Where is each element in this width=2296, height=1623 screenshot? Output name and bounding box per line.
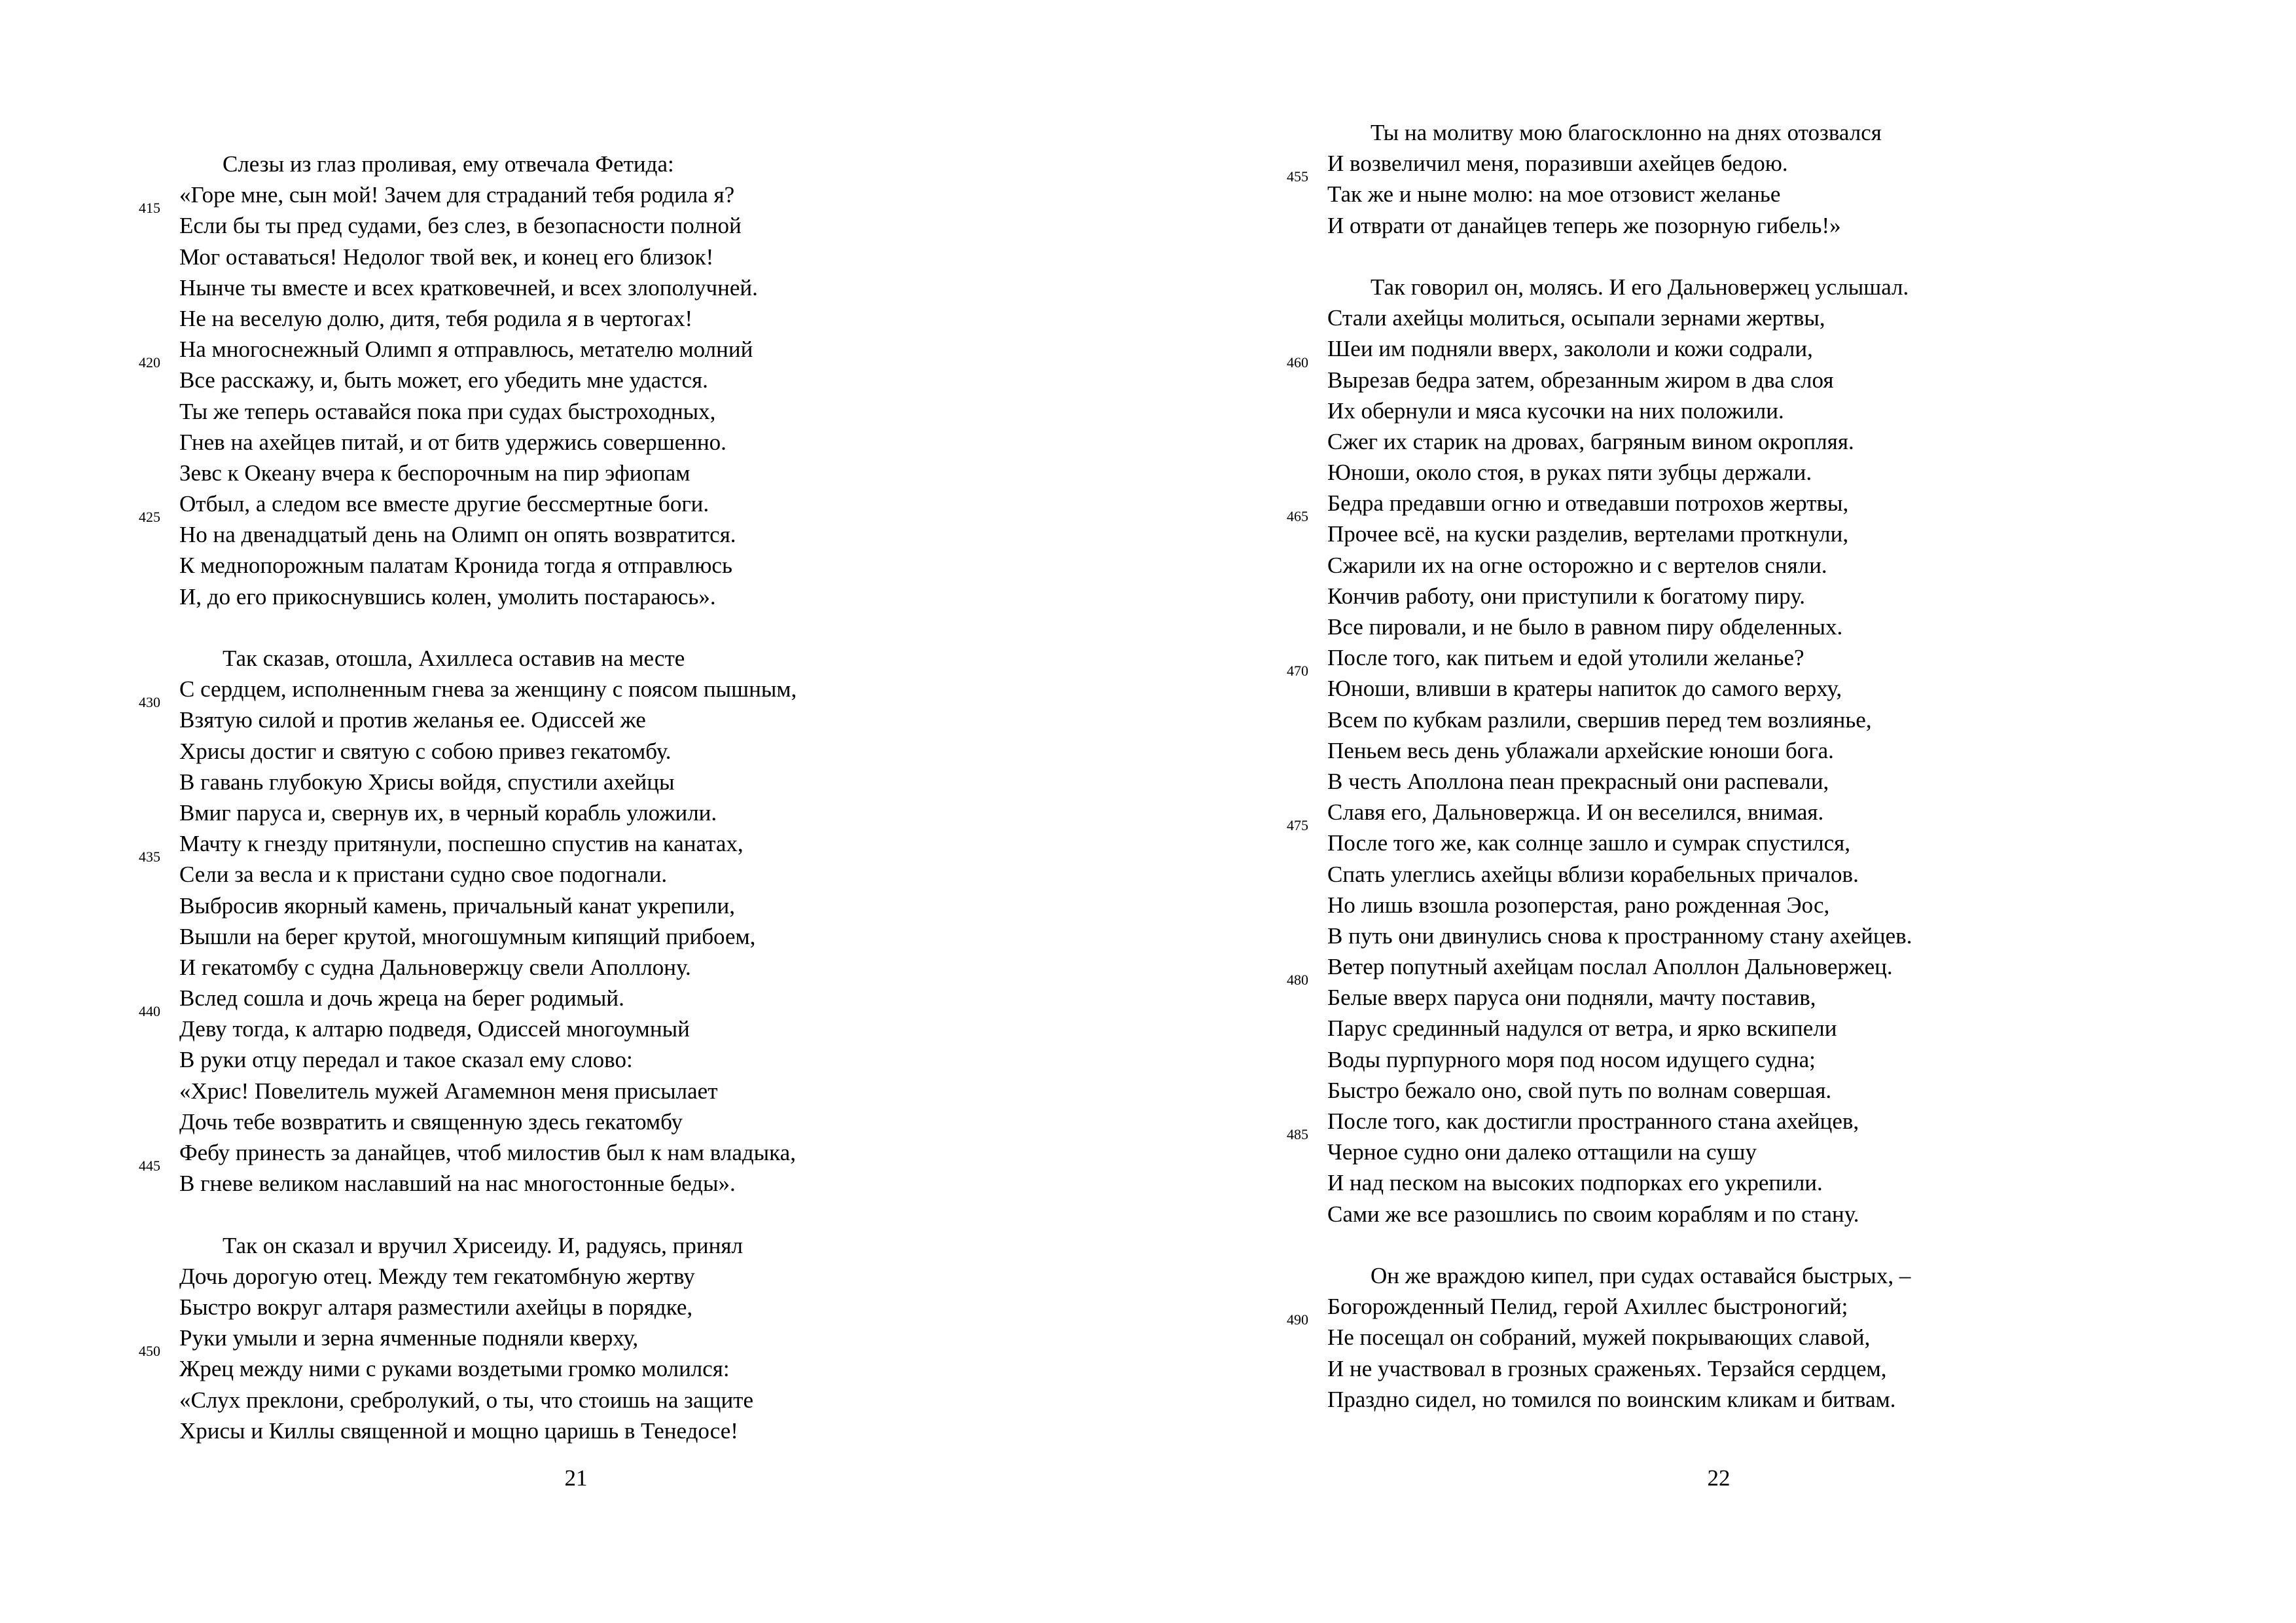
verse-line (1327, 148, 1912, 179)
verse-text: Дочь дорогую отец. Между тем гекатомбную жертву (179, 1263, 695, 1289)
verse-line (179, 179, 797, 210)
poem-text (139, 149, 797, 1446)
verse-line (1327, 766, 1912, 797)
verse-line (1327, 1044, 1912, 1075)
verse-line (179, 488, 797, 519)
poem-text (1287, 117, 1912, 1415)
verse-text: Всем по кубкам разлили, свершив перед тем возлиянье, (1327, 706, 1872, 733)
verse-text: Сжарили их на огне осторожно и с вертелов сняли. (1327, 552, 1827, 578)
verse-text: Деву тогда, к алтарю подведя, Одиссей многоумный (179, 1016, 690, 1042)
verse-text: На многоснежный Олимп я отправлюсь, метателю молний (179, 337, 753, 363)
line-number: 415 (139, 200, 160, 217)
verse-line (179, 1385, 797, 1415)
verse-line (1327, 395, 1912, 426)
verse-text: Славя его, Дальновержца. И он веселился, внимая. (1327, 799, 1824, 826)
right-page (1148, 0, 2296, 1623)
verse-line (1327, 1353, 1912, 1384)
verse-text: Юноши, вливши в кратеры напиток до самого верху, (1327, 676, 1842, 702)
verse-text: Сами же все разошлись по своим кораблям и по стану. (1327, 1201, 1859, 1227)
verse-line (1327, 1384, 1912, 1415)
verse-text: В гавань глубокую Хрисы войдя, спустили ахейцы (179, 769, 675, 795)
line-number: 460 (1287, 354, 1308, 371)
verse-text: Кончив работу, они приступили к богатому пиру. (1327, 583, 1805, 609)
verse-text: Хрисы достиг и святую с собою привез гекатомбу. (179, 738, 672, 764)
verse-line (1327, 611, 1912, 642)
verse-line (179, 643, 797, 674)
stanza-break (1327, 1230, 1912, 1260)
verse-line (1327, 1199, 1912, 1230)
verse-line (1327, 488, 1912, 519)
verse-line (1327, 1291, 1912, 1322)
verse-line (139, 1003, 797, 1044)
verse-text: Зевс к Океану вчера к беспорочным на пир эфиопам (179, 460, 691, 486)
verse-text: Не на веселую долю, дитя, тебя родила я в чертогах! (179, 305, 693, 331)
line-number: 480 (1287, 972, 1308, 989)
verse-text: Взятую силой и против желанья ее. Одиссей же (179, 707, 646, 733)
line-number: 440 (139, 1003, 160, 1020)
verse-line (179, 1322, 797, 1353)
verse-line (1287, 1311, 1912, 1353)
line-number: 470 (1287, 663, 1308, 680)
line-number: 465 (1287, 508, 1308, 525)
verse-text: Так он сказал и вручил Хрисеиду. И, радуясь, принял (223, 1232, 743, 1258)
verse-text: Мог оставаться! Недолог твой век, и конец его близок! (179, 244, 714, 270)
line-number: 450 (139, 1343, 160, 1360)
verse-text: Так говорил он, молясь. И его Дальновержец услышал. (1371, 274, 1909, 300)
verse-line (1287, 817, 1912, 858)
verse-text: «Слух преклони, сребролукий, о ты, что стоишь на защите (179, 1387, 753, 1413)
verse-line (1327, 859, 1912, 890)
stanza-break (179, 1199, 797, 1230)
verse-text: Вслед сошла и дочь жреца на берег родимый. (179, 985, 624, 1012)
verse-line (179, 272, 797, 303)
verse-text: Гнев на ахейцев питай, и от битв удержись совершенно. (179, 429, 726, 455)
verse-line (139, 200, 797, 241)
verse-line (1327, 550, 1912, 581)
verse-line (1327, 704, 1912, 735)
verse-text: Вышли на берег крутой, многошумным кипящий прибоем, (179, 923, 756, 949)
verse-line (1327, 890, 1912, 921)
verse-line (179, 952, 797, 983)
line-number: 445 (139, 1158, 160, 1175)
verse-text: Быстро бежало оно, свой путь по волнам совершая. (1327, 1077, 1832, 1103)
line-number: 490 (1287, 1311, 1308, 1328)
verse-text: Стали ахейцы молиться, осыпали зернами жертвы, (1327, 305, 1825, 331)
verse-text: После того же, как солнце зашло и сумрак спустился, (1327, 830, 1851, 856)
verse-line (1327, 333, 1912, 364)
verse-line (1327, 1260, 1912, 1291)
verse-text: Так же и ныне молю: на мое отзовист желанье (1327, 181, 1781, 208)
verse-text: В гневе великом наславший на нас многостонные беды». (179, 1171, 736, 1197)
verse-text: Быстро вокруг алтаря разместили ахейцы в порядке, (179, 1294, 693, 1320)
verse-text: В руки отцу передал и такое сказал ему слово: (179, 1047, 633, 1073)
stanza-break (179, 612, 797, 643)
verse-line (1327, 426, 1912, 457)
verse-text: Все расскажу, и, быть может, его убедить мне удастся. (179, 367, 708, 393)
verse-line (179, 828, 797, 859)
verse-line (1287, 1126, 1912, 1167)
verse-text: И отврати от данайцев теперь же позорную гибель!» (1327, 212, 1841, 238)
verse-text: Воды пурпурного моря под носом идущего судна; (1327, 1046, 1816, 1072)
verse-line (179, 334, 797, 365)
verse-line (139, 354, 797, 395)
verse-line (1327, 1013, 1912, 1044)
verse-text: Но лишь взошла розоперстая, рано рожденная Эос, (1327, 892, 1830, 918)
verse-text: Дочь тебе возвратить и священную здесь гекатомбу (179, 1108, 683, 1135)
verse-text: В путь они двинулись снова к пространному стану ахейцев. (1327, 922, 1912, 949)
verse-line (179, 427, 797, 458)
verse-line (179, 767, 797, 797)
verse-line (179, 1230, 797, 1261)
verse-line (139, 1343, 797, 1384)
verse-line (1327, 210, 1912, 241)
verse-text: Не посещал он собраний, мужей покрывающих славой, (1327, 1324, 1871, 1351)
line-number: 485 (1287, 1126, 1308, 1143)
verse-text: Так сказав, отошла, Ахиллеса оставив на месте (223, 646, 685, 671)
verse-line (1287, 354, 1912, 395)
verse-text: Сжег их старик на дровах, багряным вином окропляя. (1327, 428, 1854, 454)
verse-line (179, 1137, 797, 1168)
verse-text: Их обернули и мяса кусочки на них положили. (1327, 397, 1784, 424)
verse-line (179, 1261, 797, 1292)
verse-line (179, 550, 797, 581)
verse-text: К меднопорожным палатам Кронида тогда я отправлюсь (179, 553, 732, 579)
verse-text: И гекатомбу с судна Дальновержцу свели Аполлону. (179, 954, 691, 980)
verse-line (179, 1044, 797, 1075)
verse-line (1287, 972, 1912, 1013)
verse-text: Мачту к гнезду притянули, поспешно спустив на канатах, (179, 831, 744, 857)
line-number: 435 (139, 848, 160, 866)
verse-text: Жрец между ними с руками воздетыми громко молился: (179, 1356, 730, 1382)
verse-text: И не участвовал в грозных сраженьях. Терзайся сердцем, (1327, 1355, 1887, 1381)
page-number: 22 (1707, 1465, 1731, 1491)
verse-text: Прочее всё, на куски разделив, вертелами проткнули, (1327, 521, 1849, 547)
verse-text: Отбыл, а следом все вместе другие бессмертные боги. (179, 491, 709, 517)
verse-text: Белые вверх паруса они подняли, мачту поставив, (1327, 985, 1816, 1011)
verse-text: Выбросив якорный камень, причальный канат укрепили, (179, 892, 735, 919)
verse-line (179, 1076, 797, 1106)
verse-text: И, до его прикоснувшись колен, умолить постараюсь». (179, 583, 716, 610)
verse-line (179, 674, 797, 704)
verse-line (1327, 302, 1912, 333)
verse-line (179, 890, 797, 921)
line-number: 425 (139, 509, 160, 526)
verse-line (139, 694, 797, 735)
verse-line (179, 983, 797, 1013)
verse-text: Если бы ты пред судами, без слез, в безопасности полной (179, 213, 742, 239)
verse-text: После того, как питьем и едой утолили желанье? (1327, 645, 1804, 671)
verse-line (1287, 663, 1912, 704)
verse-line (1327, 272, 1912, 302)
verse-line (1327, 1075, 1912, 1106)
verse-line (139, 509, 797, 550)
verse-line (179, 149, 797, 179)
verse-line (1287, 168, 1912, 210)
line-number: 430 (139, 694, 160, 711)
verse-text: С сердцем, исполненным гнева за женщину с поясом пышным, (179, 676, 797, 702)
verse-line (1327, 951, 1912, 982)
verse-line (179, 396, 797, 427)
verse-text: Богорожденный Пелид, герой Ахиллес быстроногий; (1327, 1294, 1848, 1320)
verse-line (1327, 735, 1912, 766)
verse-text: Пеньем весь день ублажали архейские юноши бога. (1327, 737, 1834, 763)
line-number: 475 (1287, 817, 1308, 834)
verse-text: Сели за весла и к пристани судно свое подогнали. (179, 862, 668, 888)
verse-text: Хрисы и Киллы священной и мощно царишь в Тенедосе! (179, 1417, 738, 1444)
verse-line (179, 921, 797, 952)
verse-text: Праздно сидел, но томился по воинским кликам и битвам. (1327, 1386, 1896, 1412)
verse-line (1327, 921, 1912, 951)
verse-text: Шеи им подняли вверх, закололи и кожи содрали, (1327, 336, 1813, 362)
verse-text: Руки умыли и зерна ячменные подняли кверху, (179, 1325, 639, 1351)
verse-line (1327, 117, 1912, 148)
verse-text: Ветер попутный ахейцам послал Аполлон Дальновержец. (1327, 954, 1893, 980)
verse-line (179, 1106, 797, 1137)
verse-text: Все пировали, и не было в равном пиру обделенных. (1327, 614, 1843, 640)
verse-line (139, 1158, 797, 1199)
line-number: 455 (1287, 168, 1308, 185)
verse-line (179, 797, 797, 828)
verse-text: Но на двенадцатый день на Олимп он опять возвратится. (179, 522, 736, 548)
verse-line (179, 458, 797, 488)
verse-text: Бедра предавши огню и отведавши потрохов жертвы, (1327, 490, 1849, 517)
verse-text: Он же враждою кипел, при судах оставайся быстрых, – (1371, 1262, 1911, 1288)
verse-text: И возвеличил меня, поразивши ахейцев бедою. (1327, 151, 1788, 177)
verse-text: Вырезав бедра затем, обрезанным жиром в два слоя (1327, 367, 1834, 393)
verse-line (1287, 508, 1912, 549)
verse-line (179, 1292, 797, 1322)
verse-line (179, 581, 797, 612)
verse-line (1327, 797, 1912, 828)
verse-text: Черное судно они далеко оттащили на сушу (1327, 1139, 1757, 1165)
verse-text: Спать улеглись ахейцы вблизи корабельных причалов. (1327, 861, 1859, 887)
verse-text: Слезы из глаз проливая, ему отвечала Фетида: (223, 151, 674, 177)
verse-line (179, 303, 797, 334)
stanza-break (1327, 241, 1912, 272)
verse-text: Вмиг паруса и, свернув их, в черный корабль уложили. (179, 799, 717, 826)
verse-text: Ты на молитву мою благосклонно на днях отозвался (1371, 120, 1882, 145)
verse-line (1327, 642, 1912, 673)
verse-line (1327, 581, 1912, 611)
verse-text: И над песком на высоких подпорках его укрепили. (1327, 1170, 1823, 1196)
verse-line (1327, 1106, 1912, 1137)
verse-text: Фебу принесть за данайцев, чтоб милостив был к нам владыка, (179, 1140, 796, 1165)
verse-line (179, 736, 797, 767)
verse-text: Нынче ты вместе и всех кратковечней, и всех злополучней. (179, 274, 758, 301)
verse-text: В честь Аполлона пеан прекрасный они распевали, (1327, 768, 1829, 794)
verse-line (179, 1415, 797, 1446)
verse-text: Юноши, около стоя, в руках пяти зубцы держали. (1327, 460, 1812, 486)
verse-text: «Горе мне, сын мой! Зачем для страданий тебя родила я? (179, 182, 735, 208)
verse-text: Парус срединный надулся от ветра, и ярко вскипели (1327, 1015, 1837, 1042)
verse-line (1327, 457, 1912, 488)
verse-line (179, 242, 797, 272)
verse-text: Ты же теперь оставайся пока при судах быстроходных, (179, 398, 716, 424)
line-number: 420 (139, 354, 160, 371)
verse-text: «Хрис! Повелитель мужей Агамемнон меня присылает (179, 1078, 718, 1104)
verse-line (139, 848, 797, 890)
verse-text: После того, как достигли пространного стана ахейцев, (1327, 1108, 1859, 1134)
verse-line (1327, 1167, 1912, 1198)
page-number: 21 (564, 1465, 588, 1491)
